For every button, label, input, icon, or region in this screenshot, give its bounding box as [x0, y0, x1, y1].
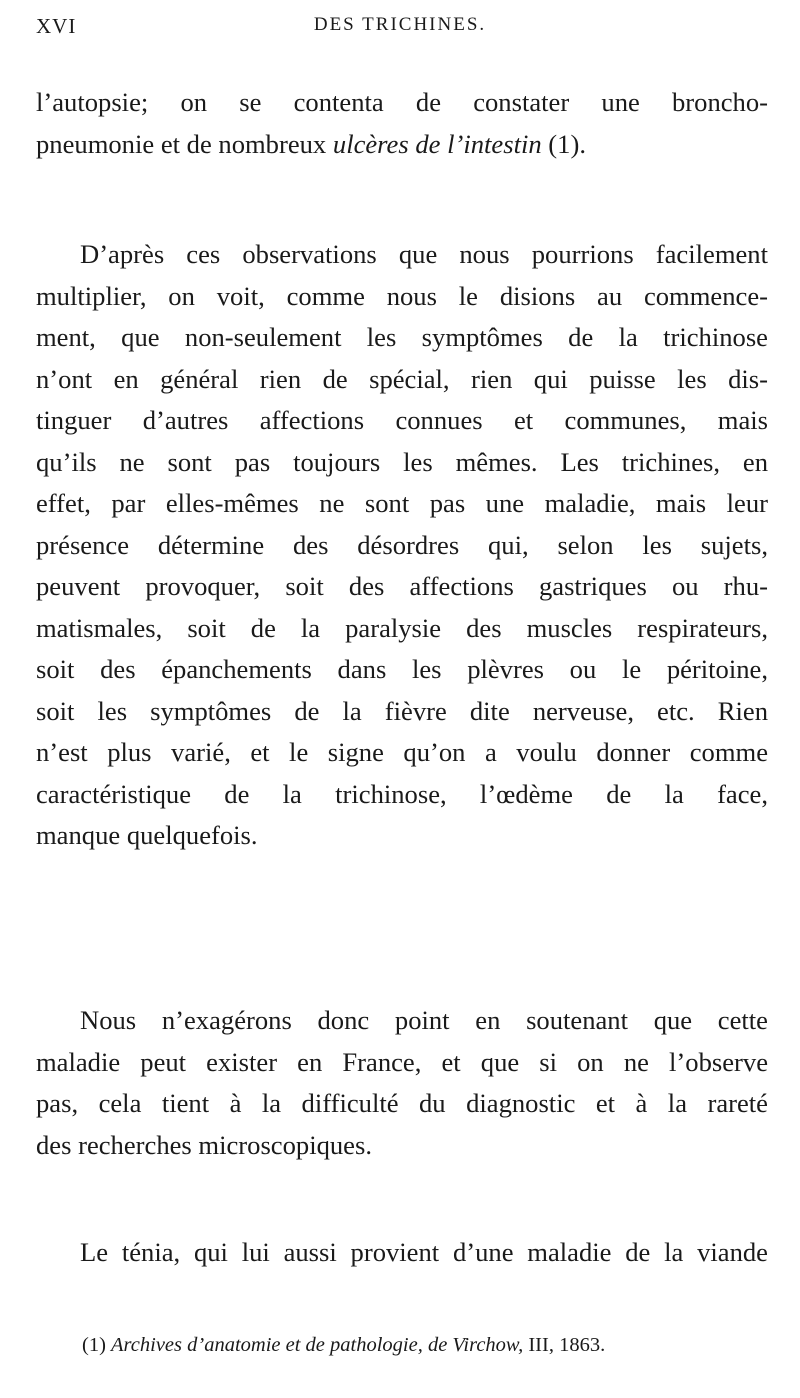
text-line: l’autopsie; on se contenta de constater une broncho-	[36, 87, 768, 117]
text-line: présence détermine des désordres qui, selon les sujets,	[36, 529, 768, 560]
footnote-citation: III, 1863.	[523, 1334, 606, 1356]
text-line: caractéristique de la trichinose, l’œdème de la face,	[36, 778, 768, 809]
text-line: effet, par elles-mêmes ne sont pas une maladie, mais leur	[36, 488, 768, 518]
text-line: n’est plus varié, et le signe qu’on a voulu donner comme	[36, 737, 768, 767]
paragraph-3	[36, 1000, 768, 1166]
text-line: pas, cela tient à la difficulté du diagnostic et à la rareté	[36, 1088, 768, 1118]
text-line: maladie peut exister en France, et que si on ne l’observe	[36, 1046, 768, 1077]
text-line: n’ont en général rien de spécial, rien qui puisse les dis-	[36, 363, 768, 394]
text-line: D’après ces observations que nous pourrions facilement	[80, 239, 768, 269]
text-line: soit des épanchements dans les plèvres ou le péritoine,	[36, 654, 768, 684]
emphasis: ulcères de l’intestin	[332, 128, 542, 159]
text-line: soit les symptômes de la fièvre dite nerveuse, etc. Rien	[36, 695, 768, 726]
running-title: DES TRICHINES.	[313, 14, 487, 35]
running-head	[36, 14, 764, 44]
text-line: matismales, soit de la paralysie des muscles respirateurs,	[36, 612, 768, 643]
text-line: Nous n’exagérons donc point en soutenant que cette	[80, 1005, 768, 1035]
footnote	[82, 1331, 772, 1359]
paragraph-2	[36, 234, 768, 857]
paragraph-1	[36, 82, 768, 165]
text-line: Le ténia, qui lui aussi provient d’une maladie de la viande	[80, 1237, 768, 1267]
text-line: tinguer d’autres affections connues et communes, mais	[36, 405, 768, 435]
text-line: peuvent provoquer, soit des affections gastriques ou rhu-	[36, 571, 768, 601]
text-line: manque quelquefois.	[36, 820, 258, 850]
text-line: ment, que non-seulement les symptômes de la trichinose	[36, 322, 768, 352]
footnote-source: Archives d’anatomie et de pathologie, de Virchow,	[111, 1334, 524, 1356]
paragraph-4	[36, 1232, 768, 1274]
text-line: pneumonie et de nombreux ulcères de l’intestin (1).	[36, 128, 586, 159]
text-line: des recherches microscopiques.	[36, 1129, 372, 1160]
footnote-mark: (1)	[82, 1334, 106, 1356]
page-number: XVI	[36, 14, 77, 38]
text-line: qu’ils ne sont pas toujours les mêmes. Les trichines, en	[36, 446, 768, 477]
text-line: multiplier, on voit, comme nous le disions au commence-	[36, 280, 768, 311]
